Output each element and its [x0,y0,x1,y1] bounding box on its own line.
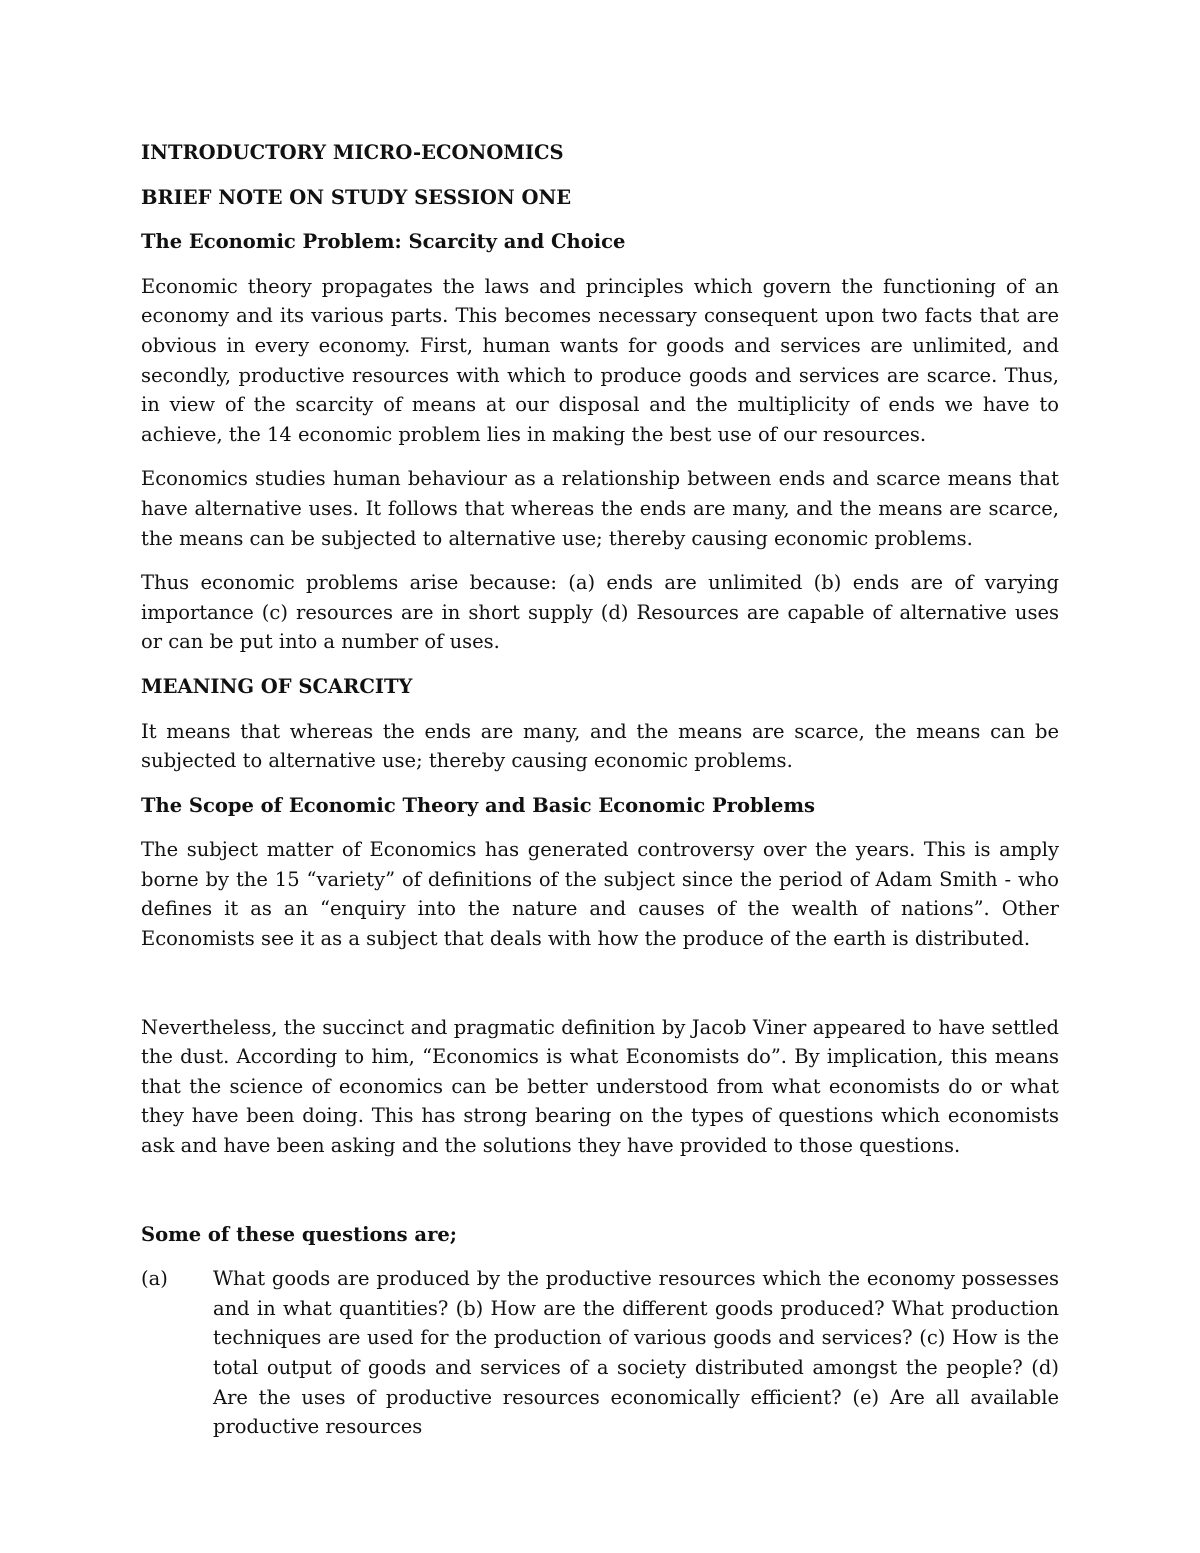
document-subtitle: BRIEF NOTE ON STUDY SESSION ONE [141,185,572,209]
questions-list [141,1264,1059,1442]
paragraph: Economic theory propagates the laws and principles which govern the functioning of an economy and its various parts. This becomes necessary consequent upon two facts that are obvious in every economy. First, human wants for goods and services are unlimited, and secondly, productive resources with which to produce goods and services are scarce. Thus, in view of the scarcity of means at our disposal and the multiplicity of ends we have to achieve, the 14 economic problem lies in making the best use of our resources. [141,274,1059,446]
list-item-text: What goods are produced by the productive resources which the economy possesses and in what quantities? (b) How are the different goods produced? What production techniques are used for the production of various goods and services? (c) How is the total output of goods and services of a society distributed amongst the people? (d) Are the uses of productive resources economically efficient? (e) Are all available productive resources [213,1267,1059,1439]
paragraph: It means that whereas the ends are many, and the means are scarce, the means can be subjected to alternative use; thereby causing economic problems. [141,719,1059,773]
list-item [141,1264,1059,1442]
paragraph: The subject matter of Economics has generated controversy over the years. This is amply borne by the 15 “variety” of definitions of the subject since the period of Adam Smith - who defines it as an “enquiry into the nature and causes of the wealth of nations”. Other Economists see it as a subject that deals with how the produce of the earth is distributed. [141,838,1059,951]
paragraph: Economics studies human behaviour as a relationship between ends and scarce means that have alternative uses. It follows that whereas the ends are many, and the means are scarce, the means can be subjected to alternative use; thereby causing economic problems. [141,467,1059,550]
section-heading-economic-problem: The Economic Problem: Scarcity and Choice [141,230,626,254]
section-heading-questions: Some of these questions are; [141,1222,457,1246]
list-marker: (a) [141,1267,168,1291]
section-heading-meaning-of-scarcity: MEANING OF SCARCITY [141,674,413,698]
document-title: INTRODUCTORY MICRO-ECONOMICS [141,141,564,164]
document-page [141,138,1059,1442]
paragraph: Nevertheless, the succinct and pragmatic definition by Jacob Viner appeared to have settled the dust. According to him, “Economics is what Economists do”. By implication, this means that the science of economics can be better understood from what economists do or what they have been doing. This has strong bearing on the types of questions which economists ask and have been asking and the solutions they have provided to those questions. [141,1015,1059,1158]
paragraph: Thus economic problems arise because: (a) ends are unlimited (b) ends are of varying importance (c) resources are in short supply (d) Resources are capable of alternative uses or can be put into a number of uses. [141,571,1059,654]
section-heading-scope-of-economic-theory: The Scope of Economic Theory and Basic Economic Problems [141,793,816,817]
